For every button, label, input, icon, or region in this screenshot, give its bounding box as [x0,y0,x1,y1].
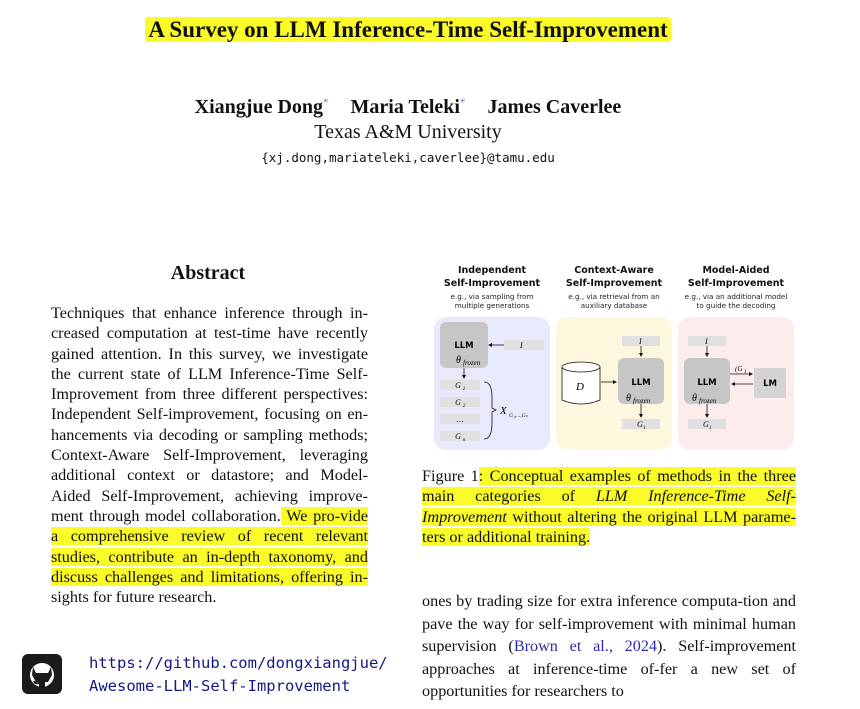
panel-3-subtitle-line-2: to guide the decoding [696,301,776,310]
panel-1-theta-subscript: frozen [463,359,481,367]
panel-3-theta-subscript: frozen [699,397,717,405]
author-emails: {xj.dong,mariateleki,caverlee}@tamu.edu [261,150,555,165]
github-repo-link[interactable] [89,652,388,698]
figure-1 [426,262,798,452]
panel-2-input-label: I [639,337,642,346]
panel-3-edge-subscript: 1 [744,370,747,375]
panel-2-database-label: D [576,381,584,393]
panel-1-aggregate-subscript: G₁,...,Gₙ [509,413,528,419]
author-name: Xiangjue Dong [194,96,324,118]
github-link-line-1[interactable]: https://github.com/dongxiangjue/ [89,654,388,672]
panel-1-output-2-subscript: 2 [462,403,466,409]
abstract-heading: Abstract [170,262,246,284]
panel-3-title-line-1: Model-Aided [702,265,770,276]
panel-1-subtitle-line-1: e.g., via sampling from [450,292,534,301]
panel-2-subtitle-line-2: auxiliary database [580,301,648,310]
panel-3-subtitle-line-1: e.g., via an additional model [684,292,788,301]
panel-3-lm-label: LM [763,379,777,389]
panel-2-output-subscript: 1 [643,425,646,431]
caption-highlight-2: without altering the original LLM parame-ters or additional training. [422,507,796,546]
panel-1-output-n: G [455,432,461,441]
paper-title: A Survey on LLM Inference-Time Self-Improvement [0,17,816,43]
author-list [0,96,816,119]
caption-highlight-italic: LLM Inference-Time Self-Improvement [422,487,796,526]
panel-3-output-label: G [703,420,709,429]
panel-2-title-line-1: Context-Aware [574,265,654,276]
panel-1-output-2: G [455,398,461,407]
equal-contribution-mark: * [459,96,466,109]
panel-2-llm-label: LLM [631,378,651,388]
panel-1-input-label: I [520,341,523,350]
panel-1-subtitle-line-2: multiple generations [454,301,530,310]
github-link-line-2[interactable]: Awesome-LLM-Self-Improvement [89,677,351,695]
panel-2-output-label: G [637,420,643,429]
body-paragraph [422,590,796,703]
panel-2-theta-subscript: frozen [633,397,651,405]
panel-3-theta-symbol: θ [692,393,697,404]
panel-1-output-ellipsis: … [456,415,464,424]
github-icon[interactable] [22,654,62,694]
citation-link[interactable]: Brown et al., 2024 [513,637,658,655]
panel-3-llm-label: LLM [697,378,717,388]
abstract-text-tail: sights for future research. [51,588,217,607]
panel-1-llm-label: LLM [454,341,474,351]
panel-1-output-1-subscript: 1 [462,386,466,392]
caption-prefix: Figure 1 [422,467,479,485]
panel-1-output-1: G [455,381,461,390]
panel-1-theta-symbol: θ [456,355,461,366]
panel-2-title-line-2: Self-Improvement [565,278,663,289]
author-name: James Caverlee [487,96,622,118]
panel-3-input-label: I [705,337,708,346]
panel-1-aggregate-label: X [500,405,507,417]
panel-3-output-subscript: 1 [709,425,712,431]
equal-contribution-mark: * [323,96,329,109]
author-name: Maria Teleki [350,96,460,118]
panel-3-title-line-2: Self-Improvement [687,278,785,289]
panel-1-title-line-2: Self-Improvement [443,278,541,289]
panel-2-subtitle-line-1: e.g., via retrieval from an [568,292,660,301]
panel-2-theta-symbol: θ [626,393,631,404]
body-text-2: ). Self-improvement approaches at inference-time of-fer a new set of opportunities for researchers to [422,637,797,700]
figure-caption [422,466,796,547]
panel-1-title-line-1: Independent [457,265,527,276]
affiliation: Texas A&M University [314,121,502,143]
caption-highlight-1: : Conceptual examples of methods in the three main categories of [422,467,797,506]
panel-1-output-n-subscript: n [462,437,466,443]
abstract-text-plain: Techniques that enhance inference through in-creased computation at test-time have recently gained attention. In this survey, we investigate the current state of LLM Inference-Time Self-Improvement from three different perspectives: Independent Self-improvement, focusing on en-hancements via decoding or sampling methods; Context-Aware Self-Improvement, leveraging additional context or datastore; and Model-Aided Self-Improvement, achieving improve-ment through model collaboration. [51,304,368,525]
panel-3-edge-label: (G [735,365,743,373]
abstract-text-highlighted: We pro-vide a comprehensive review of recent relevant studies, contribute an in-depth taxonomy, and discuss challenges and limitations, offering in- [51,506,368,586]
body-text-1: ones by trading size for extra inference computa-tion and pave the way for self-improvement with minimal human supervision ( [422,592,796,655]
abstract-text [51,303,368,607]
